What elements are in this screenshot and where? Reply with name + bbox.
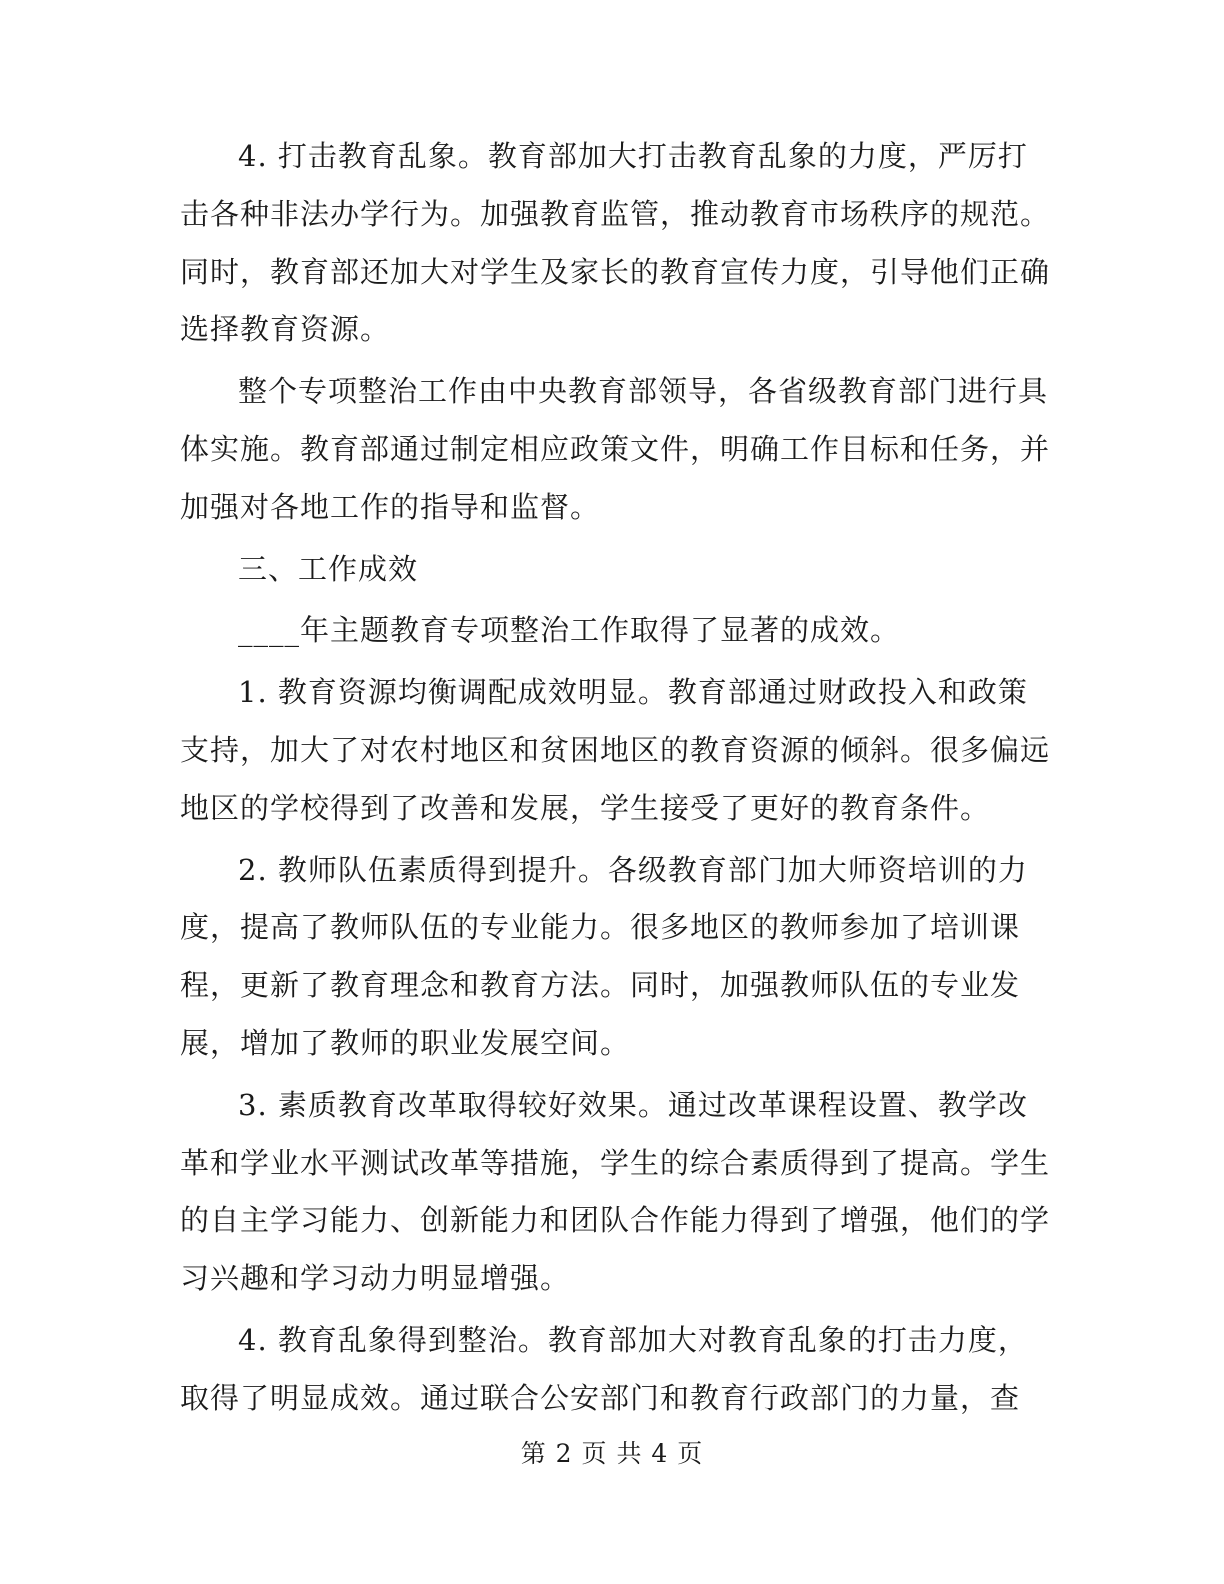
paragraph-result-quality-education: 3. 素质教育改革取得较好效果。通过改革课程设置、教学改革和学业水平测试改革等措施，学生的综合素质得到了提高。学生的自主学习能力、创新能力和团队合作能力得到了增强，他们的学习兴趣和学习动力明显增强。	[180, 1087, 1051, 1296]
paragraph-result-teachers: 2. 教师队伍素质得到提升。各级教育部门加大师资培训的力度，提高了教师队伍的专业能力。很多地区的教师参加了培训课程，更新了教育理念和教育方法。同时，加强教师队伍的专业发展，增加了教师的职业发展空间。	[180, 852, 1028, 1060]
paragraph-result-disorder: 4. 教育乱象得到整治。教育部加大对教育乱象的打击力度，取得了明显成效。通过联合公安部门和教育行政部门的力量，查	[180, 1322, 1028, 1415]
paragraph-results-summary: ____年主题教育专项整治工作取得了显著的成效。	[238, 613, 901, 648]
paragraph-crackdown-disorder: 4. 打击教育乱象。教育部加大打击教育乱象的力度，严厉打击各种非法办学行为。加强教育监管，推动教育市场秩序的规范。同时，教育部还加大对学生及家长的教育宣传力度，引导他们正确选择教育资源。	[180, 139, 1051, 347]
page-number-footer: 第 2 页 共 4 页	[520, 1439, 704, 1468]
section-heading-results: 三、工作成效	[238, 551, 419, 586]
paragraph-leadership: 整个专项整治工作由中央教育部领导，各省级教育部门进行具体实施。教育部通过制定相应政策文件，明确工作目标和任务，并加强对各地工作的指导和监督。	[180, 374, 1051, 524]
document-body	[180, 128, 1050, 1432]
paragraph-result-resources: 1. 教育资源均衡调配成效明显。教育部通过财政投入和政策支持，加大了对农村地区和贫困地区的教育资源的倾斜。很多偏远地区的学校得到了改善和发展，学生接受了更好的教育条件。	[180, 675, 1051, 825]
